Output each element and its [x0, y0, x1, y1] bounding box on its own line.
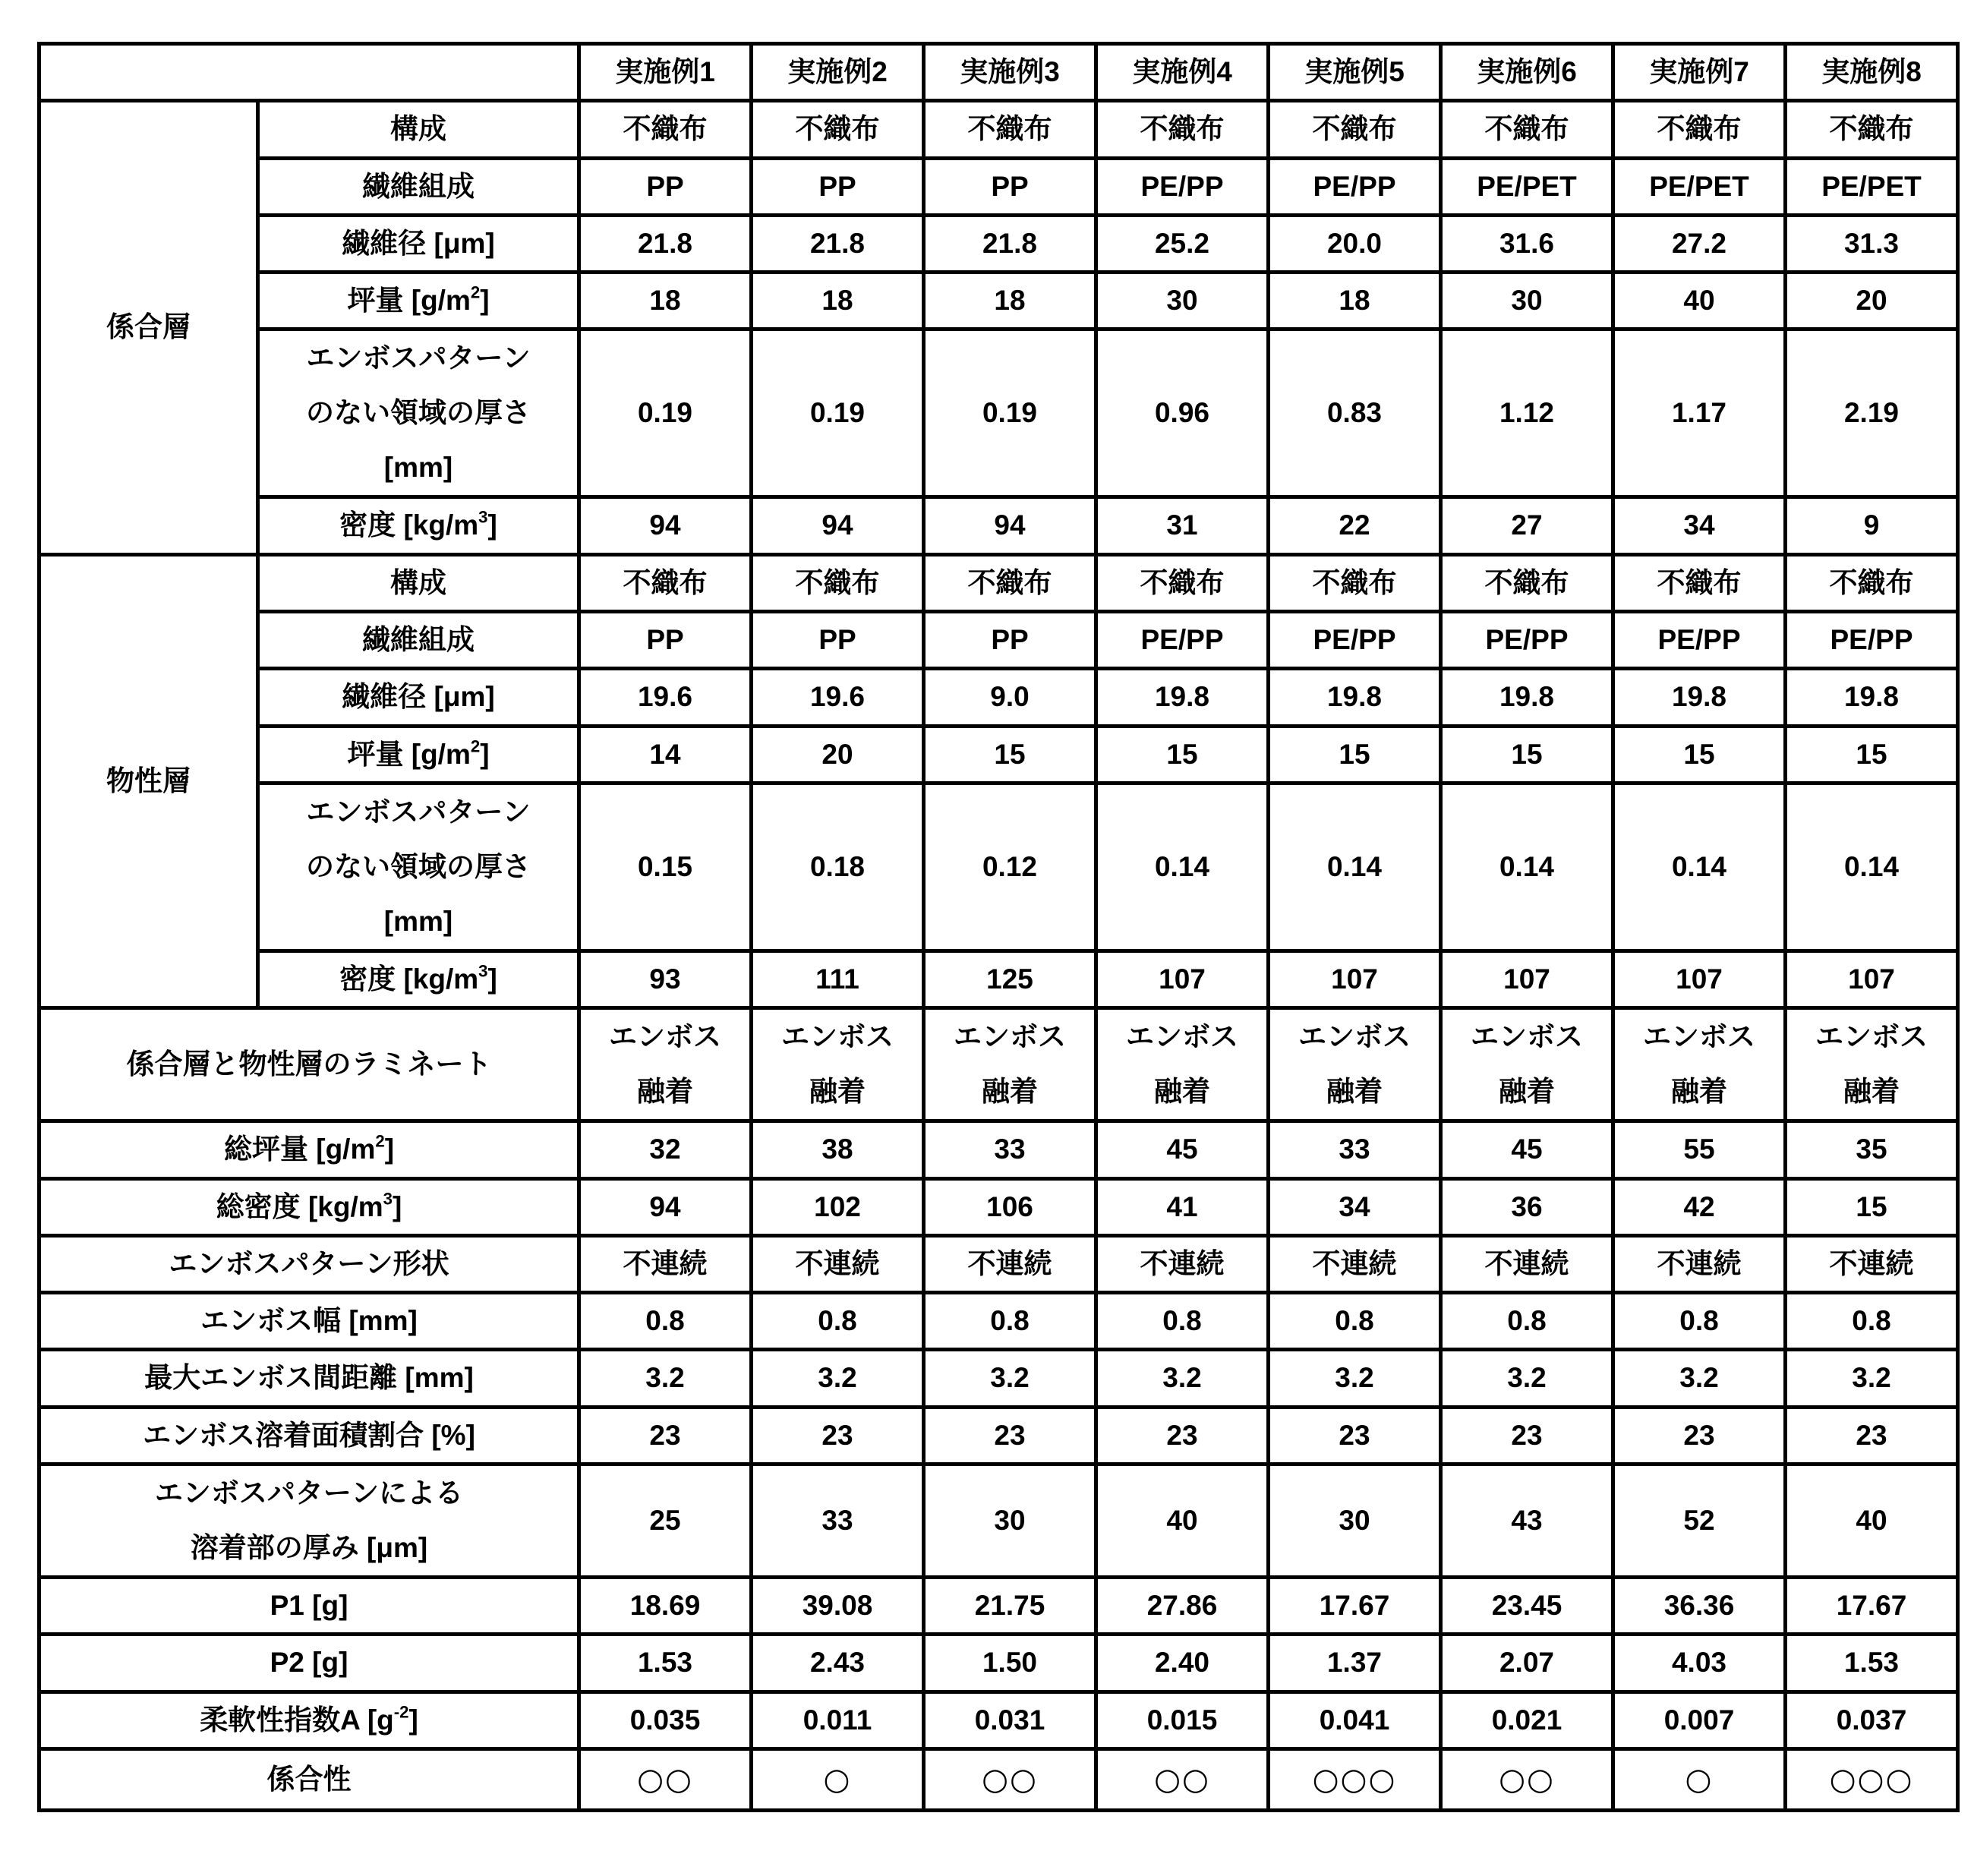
cell: 25.2: [1096, 215, 1269, 272]
cell: 23.45: [1441, 1578, 1613, 1635]
cell: 34: [1613, 497, 1786, 554]
cell-line: 融着: [637, 1076, 693, 1108]
cell: 0.8: [1269, 1293, 1441, 1350]
table-row: [39, 1407, 1958, 1464]
cell: 94: [752, 497, 924, 554]
cell-line: エンボス: [1298, 1021, 1411, 1053]
cell: 1.53: [1786, 1635, 1958, 1692]
cell: 41: [1096, 1178, 1269, 1235]
cell: 27.2: [1613, 215, 1786, 272]
cell: 0.19: [752, 329, 924, 497]
cell: 31.6: [1441, 215, 1613, 272]
cell: 不連続: [1613, 1235, 1786, 1292]
cell: [752, 1008, 924, 1121]
cell: 23: [1269, 1407, 1441, 1464]
cell: 20.0: [1269, 215, 1441, 272]
cell: 18: [1269, 273, 1441, 329]
cell: 18: [752, 273, 924, 329]
cell: PP: [579, 612, 752, 669]
cell: 0.007: [1613, 1692, 1786, 1748]
row-label: エンボスパターン形状: [39, 1235, 579, 1292]
cell: 9: [1786, 497, 1958, 554]
cell: 18: [579, 273, 752, 329]
label-text: 密度 [kg/m: [339, 963, 479, 995]
examples-table: [37, 42, 1960, 1812]
cell: PE/PET: [1441, 158, 1613, 215]
cell: 4.03: [1613, 1635, 1786, 1692]
cell-line: エンボス: [1126, 1021, 1238, 1053]
cell: 107: [1441, 951, 1613, 1007]
row-label: P2 [g]: [39, 1635, 579, 1692]
cell: 42: [1613, 1178, 1786, 1235]
cell: 33: [924, 1121, 1096, 1178]
cell: 不織布: [1441, 101, 1613, 158]
cell: 0.035: [579, 1692, 752, 1748]
table-row: [39, 273, 1958, 329]
row-label: [258, 329, 579, 497]
cell: PP: [752, 612, 924, 669]
row-label: P1 [g]: [39, 1578, 579, 1635]
row-label: [258, 497, 579, 554]
cell: 1.50: [924, 1635, 1096, 1692]
cell: 3.2: [1786, 1350, 1958, 1407]
cell: 30: [924, 1465, 1096, 1578]
cell: 3.2: [579, 1350, 752, 1407]
rating-cell: ○○: [924, 1748, 1096, 1810]
cell: 1.37: [1269, 1635, 1441, 1692]
cell: 0.83: [1269, 329, 1441, 497]
cell: 0.14: [1441, 783, 1613, 951]
table-row: [39, 1235, 1958, 1292]
row-label: 最大エンボス間距離 [mm]: [39, 1350, 579, 1407]
cell: 0.031: [924, 1692, 1096, 1748]
cell: 0.8: [1441, 1293, 1613, 1350]
group-label-engagement-layer: 係合層: [39, 101, 258, 554]
cell: 0.14: [1613, 783, 1786, 951]
label-text: ]: [384, 1133, 395, 1165]
cell: 0.14: [1096, 783, 1269, 951]
table-row: [39, 215, 1958, 272]
cell: 不連続: [1096, 1235, 1269, 1292]
cell: PE/PP: [1096, 612, 1269, 669]
table-row: [39, 783, 1958, 951]
cell: 不連続: [924, 1235, 1096, 1292]
table-row: [39, 612, 1958, 669]
cell: 30: [1441, 273, 1613, 329]
cell: 15: [1441, 726, 1613, 783]
rating-cell: ○○: [1441, 1748, 1613, 1810]
cell: PE/PET: [1786, 158, 1958, 215]
row-label: 繊維組成: [258, 612, 579, 669]
superscript: 2: [375, 1131, 385, 1151]
cell: 不織布: [924, 554, 1096, 611]
cell: 不織布: [579, 554, 752, 611]
cell: 17.67: [1786, 1578, 1958, 1635]
cell: 17.67: [1269, 1578, 1441, 1635]
row-label: エンボス幅 [mm]: [39, 1293, 579, 1350]
cell: 0.14: [1269, 783, 1441, 951]
table-row: [39, 1350, 1958, 1407]
cell: 39.08: [752, 1578, 924, 1635]
cell: 23: [1786, 1407, 1958, 1464]
cell: 21.8: [752, 215, 924, 272]
cell: 18: [924, 273, 1096, 329]
column-header: 実施例5: [1269, 44, 1441, 101]
cell: 107: [1269, 951, 1441, 1007]
cell: 3.2: [1096, 1350, 1269, 1407]
cell: 25: [579, 1465, 752, 1578]
cell: PE/PP: [1441, 612, 1613, 669]
cell: 36.36: [1613, 1578, 1786, 1635]
cell: 93: [579, 951, 752, 1007]
cell: 0.12: [924, 783, 1096, 951]
cell-line: 融着: [1843, 1076, 1900, 1108]
label-text: ]: [487, 509, 497, 541]
cell: 2.07: [1441, 1635, 1613, 1692]
label-text: 坪量 [g/m: [347, 738, 471, 770]
table-row: [39, 1748, 1958, 1810]
cell: PP: [579, 158, 752, 215]
cell: [1269, 1008, 1441, 1121]
column-header: 実施例8: [1786, 44, 1958, 101]
cell: 55: [1613, 1121, 1786, 1178]
label-text: ]: [480, 738, 490, 770]
cell: 19.8: [1441, 669, 1613, 726]
cell: 1.17: [1613, 329, 1786, 497]
table-row: [39, 1121, 1958, 1178]
label-text: 柔軟性指数A [g: [200, 1704, 394, 1736]
column-header: 実施例7: [1613, 44, 1786, 101]
superscript: 2: [470, 736, 481, 756]
row-label: エンボス溶着面積割合 [%]: [39, 1407, 579, 1464]
cell: 38: [752, 1121, 924, 1178]
cell: 18.69: [579, 1578, 752, 1635]
cell: [1613, 1008, 1786, 1121]
cell: 15: [1613, 726, 1786, 783]
cell-line: エンボス: [1815, 1021, 1928, 1053]
rating-cell: ○○○: [1269, 1748, 1441, 1810]
cell: PP: [924, 158, 1096, 215]
header-row: [39, 44, 1958, 101]
label-line: [mm]: [383, 905, 453, 937]
row-label: [39, 1465, 579, 1578]
cell: 27.86: [1096, 1578, 1269, 1635]
table-row: [39, 726, 1958, 783]
rating-cell: ○: [752, 1748, 924, 1810]
label-line: 溶着部の厚み [μm]: [190, 1532, 428, 1564]
column-header: 実施例3: [924, 44, 1096, 101]
cell: 1.53: [579, 1635, 752, 1692]
column-header: 実施例4: [1096, 44, 1269, 101]
group-label-property-layer: 物性層: [39, 554, 258, 1007]
row-label: 構成: [258, 554, 579, 611]
cell: 23: [1096, 1407, 1269, 1464]
cell: 15: [1096, 726, 1269, 783]
cell: PE/PP: [1269, 158, 1441, 215]
column-header: 実施例6: [1441, 44, 1613, 101]
cell: 不織布: [1786, 101, 1958, 158]
cell: 32: [579, 1121, 752, 1178]
cell: 0.14: [1786, 783, 1958, 951]
label-line: [mm]: [383, 452, 453, 484]
cell-line: 融着: [809, 1076, 866, 1108]
cell-line: エンボス: [609, 1021, 721, 1053]
cell: 20: [1786, 273, 1958, 329]
cell: 0.8: [1786, 1293, 1958, 1350]
cell: [924, 1008, 1096, 1121]
cell: 19.8: [1096, 669, 1269, 726]
cell: 21.8: [924, 215, 1096, 272]
row-label: [39, 1178, 579, 1235]
label-text: ]: [480, 285, 490, 317]
cell: 40: [1096, 1465, 1269, 1578]
cell: PP: [924, 612, 1096, 669]
cell: 125: [924, 951, 1096, 1007]
cell: 不連続: [579, 1235, 752, 1292]
cell: 0.8: [579, 1293, 752, 1350]
cell: 107: [1096, 951, 1269, 1007]
cell: 9.0: [924, 669, 1096, 726]
cell: 40: [1786, 1465, 1958, 1578]
cell: 19.8: [1786, 669, 1958, 726]
cell: [1786, 1008, 1958, 1121]
cell: 3.2: [1613, 1350, 1786, 1407]
cell: PP: [752, 158, 924, 215]
cell: 40: [1613, 273, 1786, 329]
table-row: [39, 329, 1958, 497]
table-row: [39, 1178, 1958, 1235]
label-line: のない領域の厚さ: [306, 397, 531, 429]
cell: 0.18: [752, 783, 924, 951]
table-row: [39, 1692, 1958, 1748]
cell: 94: [579, 497, 752, 554]
cell: 不織布: [579, 101, 752, 158]
cell-line: 融着: [1671, 1076, 1727, 1108]
cell: 30: [1096, 273, 1269, 329]
label-text: 密度 [kg/m: [339, 509, 479, 541]
row-label: [39, 1121, 579, 1178]
cell: 23: [752, 1407, 924, 1464]
label-text: ]: [392, 1190, 402, 1222]
table-row: [39, 669, 1958, 726]
column-header: 実施例2: [752, 44, 924, 101]
cell: 不織布: [1269, 101, 1441, 158]
cell: 23: [924, 1407, 1096, 1464]
cell: 19.8: [1613, 669, 1786, 726]
cell: 19.8: [1269, 669, 1441, 726]
label-text: 総坪量 [g/m: [223, 1133, 376, 1165]
cell: 0.96: [1096, 329, 1269, 497]
table-row: [39, 1465, 1958, 1578]
label-text: ]: [487, 963, 497, 995]
superscript: 3: [478, 507, 488, 527]
table-row: [39, 1578, 1958, 1635]
rating-cell: ○○: [1096, 1748, 1269, 1810]
cell: 2.43: [752, 1635, 924, 1692]
cell: 不織布: [1269, 554, 1441, 611]
cell: 19.6: [579, 669, 752, 726]
cell: 15: [1269, 726, 1441, 783]
cell: 不織布: [1613, 101, 1786, 158]
cell: 36: [1441, 1178, 1613, 1235]
cell: 不織布: [1786, 554, 1958, 611]
table-row: [39, 951, 1958, 1007]
cell: 22: [1269, 497, 1441, 554]
cell: 15: [924, 726, 1096, 783]
table-row: [39, 1635, 1958, 1692]
cell: 0.19: [579, 329, 752, 497]
table-row: [39, 1293, 1958, 1350]
cell: 3.2: [752, 1350, 924, 1407]
superscript: 2: [470, 282, 481, 302]
table-row: [39, 554, 1958, 611]
column-header: 実施例1: [579, 44, 752, 101]
row-label: 繊維組成: [258, 158, 579, 215]
cell: 不織布: [752, 554, 924, 611]
cell: 33: [752, 1465, 924, 1578]
cell: [1096, 1008, 1269, 1121]
cell: 52: [1613, 1465, 1786, 1578]
label-line: エンボスパターン: [306, 796, 531, 828]
rating-cell: ○○: [579, 1748, 752, 1810]
cell: 43: [1441, 1465, 1613, 1578]
cell: 1.12: [1441, 329, 1613, 497]
cell: PE/PP: [1786, 612, 1958, 669]
cell: 27: [1441, 497, 1613, 554]
cell: 102: [752, 1178, 924, 1235]
cell-line: エンボス: [1471, 1021, 1583, 1053]
row-label: 繊維径 [μm]: [258, 669, 579, 726]
cell-line: 融着: [1499, 1076, 1555, 1108]
cell: 94: [579, 1178, 752, 1235]
cell: 不連続: [1441, 1235, 1613, 1292]
row-label: [258, 726, 579, 783]
cell: 20: [752, 726, 924, 783]
row-label: [258, 783, 579, 951]
row-label: [258, 951, 579, 1007]
cell: 0.8: [924, 1293, 1096, 1350]
cell-line: 融着: [1154, 1076, 1210, 1108]
row-label: 繊維径 [μm]: [258, 215, 579, 272]
cell: 不織布: [752, 101, 924, 158]
cell: 15: [1786, 1178, 1958, 1235]
superscript: 3: [383, 1189, 393, 1209]
cell: 111: [752, 951, 924, 1007]
cell: 不織布: [1096, 101, 1269, 158]
label-line: のない領域の厚さ: [306, 850, 531, 882]
cell: 0.037: [1786, 1692, 1958, 1748]
superscript: 3: [478, 961, 488, 981]
corner-cell: [39, 44, 579, 101]
cell: 不織布: [1096, 554, 1269, 611]
cell: 不連続: [1269, 1235, 1441, 1292]
cell: 不織布: [924, 101, 1096, 158]
cell: 19.6: [752, 669, 924, 726]
cell: 0.19: [924, 329, 1096, 497]
cell: 23: [1441, 1407, 1613, 1464]
cell: PE/PP: [1269, 612, 1441, 669]
cell: 0.021: [1441, 1692, 1613, 1748]
cell: 0.015: [1096, 1692, 1269, 1748]
label-line: エンボスパターンによる: [154, 1477, 464, 1509]
cell: 21.75: [924, 1578, 1096, 1635]
cell-line: 融着: [982, 1076, 1038, 1108]
cell: 15: [1786, 726, 1958, 783]
cell: PE/PP: [1096, 158, 1269, 215]
row-label: 係合層と物性層のラミネート: [39, 1008, 579, 1121]
row-label: 係合性: [39, 1748, 579, 1810]
cell: 33: [1269, 1121, 1441, 1178]
rating-cell: ○○○: [1786, 1748, 1958, 1810]
table-row: [39, 158, 1958, 215]
cell: 45: [1441, 1121, 1613, 1178]
row-label: 構成: [258, 101, 579, 158]
cell: 不織布: [1613, 554, 1786, 611]
row-label: [258, 273, 579, 329]
cell-line: エンボス: [1643, 1021, 1755, 1053]
cell: 不連続: [1786, 1235, 1958, 1292]
cell: 107: [1786, 951, 1958, 1007]
table-row: [39, 101, 1958, 158]
cell: 23: [1613, 1407, 1786, 1464]
cell: 34: [1269, 1178, 1441, 1235]
superscript: -2: [393, 1702, 409, 1722]
cell: 45: [1096, 1121, 1269, 1178]
cell: 不連続: [752, 1235, 924, 1292]
cell: 3.2: [1269, 1350, 1441, 1407]
cell: 不織布: [1441, 554, 1613, 611]
cell: 0.011: [752, 1692, 924, 1748]
label-text: ]: [408, 1704, 418, 1736]
cell: PE/PET: [1613, 158, 1786, 215]
cell: 106: [924, 1178, 1096, 1235]
cell: 0.8: [1096, 1293, 1269, 1350]
cell: 30: [1269, 1465, 1441, 1578]
cell: 0.041: [1269, 1692, 1441, 1748]
cell: PE/PP: [1613, 612, 1786, 669]
cell: 35: [1786, 1121, 1958, 1178]
label-line: エンボスパターン: [306, 342, 531, 374]
label-text: 総密度 [kg/m: [216, 1190, 383, 1222]
cell: 107: [1613, 951, 1786, 1007]
cell: 31: [1096, 497, 1269, 554]
rating-cell: ○: [1613, 1748, 1786, 1810]
cell-line: 融着: [1326, 1076, 1383, 1108]
cell: 2.40: [1096, 1635, 1269, 1692]
cell: [1441, 1008, 1613, 1121]
label-text: 坪量 [g/m: [347, 285, 471, 317]
table-row: [39, 497, 1958, 554]
cell: 94: [924, 497, 1096, 554]
cell: 2.19: [1786, 329, 1958, 497]
cell: 14: [579, 726, 752, 783]
cell-line: エンボス: [954, 1021, 1066, 1053]
cell: 23: [579, 1407, 752, 1464]
cell: 31.3: [1786, 215, 1958, 272]
cell: 21.8: [579, 215, 752, 272]
cell: 3.2: [924, 1350, 1096, 1407]
table-row: [39, 1008, 1958, 1121]
cell: 3.2: [1441, 1350, 1613, 1407]
cell: 0.8: [1613, 1293, 1786, 1350]
cell: 0.15: [579, 783, 752, 951]
cell: [579, 1008, 752, 1121]
row-label: [39, 1692, 579, 1748]
cell: 0.8: [752, 1293, 924, 1350]
cell-line: エンボス: [781, 1021, 894, 1053]
